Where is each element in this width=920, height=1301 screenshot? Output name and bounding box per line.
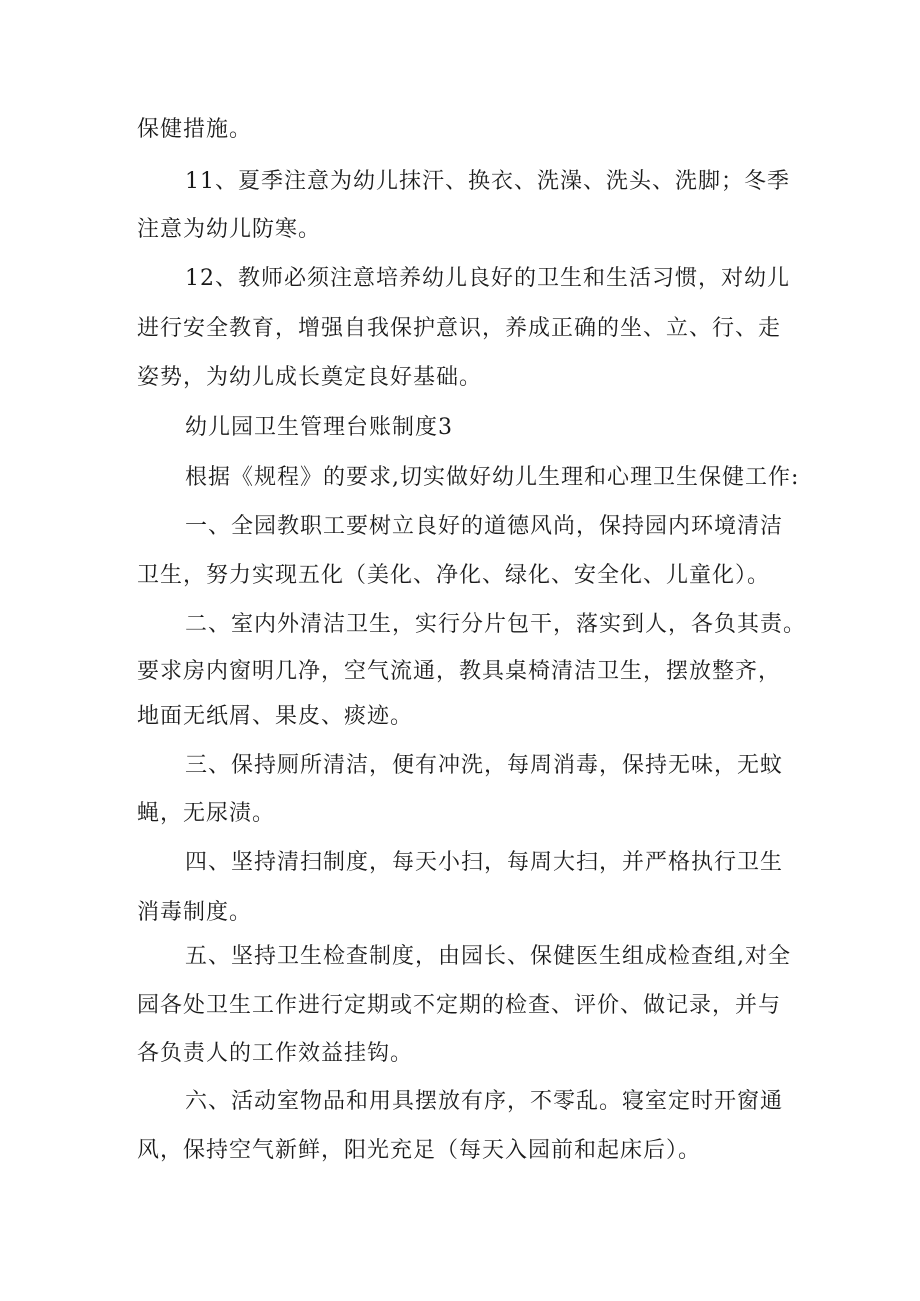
text-line-17: 消毒制度。	[137, 900, 253, 925]
text-line-10: 卫生，努力实现五化（美化、净化、绿化、安全化、儿童化）。	[137, 563, 771, 588]
text-line-18: 五、坚持卫生检查制度，由园长、保健医生组成检查组,对全	[185, 944, 791, 969]
text-line-6: 姿势，为幼儿成长奠定良好基础。	[137, 365, 483, 390]
text-line-14: 三、保持厕所清洁，便有冲洗，每周消毒，保持无味，无蚊	[185, 753, 784, 778]
text-line-15: 蝇，无尿渍。	[137, 801, 276, 826]
text-line-19: 园各处卫生工作进行定期或不定期的检查、评价、做记录，并与	[137, 993, 782, 1018]
text-line-8: 根据《规程》的要求,切实做好幼儿生理和心理卫生保健工作:	[185, 465, 800, 490]
text-line-16: 四、坚持清扫制度，每天小扫，每周大扫，并严格执行卫生	[185, 850, 784, 875]
text-line-3: 注意为幼儿防寒。	[137, 217, 322, 242]
text-line-21: 六、活动室物品和用具摆放有序，不零乱。寝室定时开窗通	[185, 1089, 784, 1114]
text-line-22: 风，保持空气新鲜，阳光充足（每天入园前和起床后）。	[137, 1138, 702, 1163]
text-line-1: 保健措施。	[137, 117, 253, 142]
text-line-20: 各负责人的工作效益挂钩。	[137, 1041, 414, 1066]
text-line-12: 要求房内窗明几净，空气流通，教具桌椅清洁卫生，摆放整齐，	[137, 659, 782, 684]
text-line-5: 进行安全教育，增强自我保护意识，养成正确的坐、立、行、走	[137, 316, 782, 341]
text-line-11: 二、室内外清洁卫生，实行分片包干，落实到人，各负其责。	[185, 612, 807, 637]
text-line-4: 12、教师必须注意培养幼儿良好的卫生和生活习惯，对幼儿	[185, 266, 790, 291]
text-line-9: 一、全园教职工要树立良好的道德风尚，保持园内环境清洁	[185, 514, 784, 539]
text-line-13: 地面无纸屑、果皮、痰迹。	[137, 704, 414, 729]
text-line-2: 11、夏季注意为幼儿抹汗、换衣、洗澡、洗头、洗脚；冬季	[185, 169, 790, 194]
section-heading: 幼儿园卫生管理台账制度3	[185, 415, 453, 440]
